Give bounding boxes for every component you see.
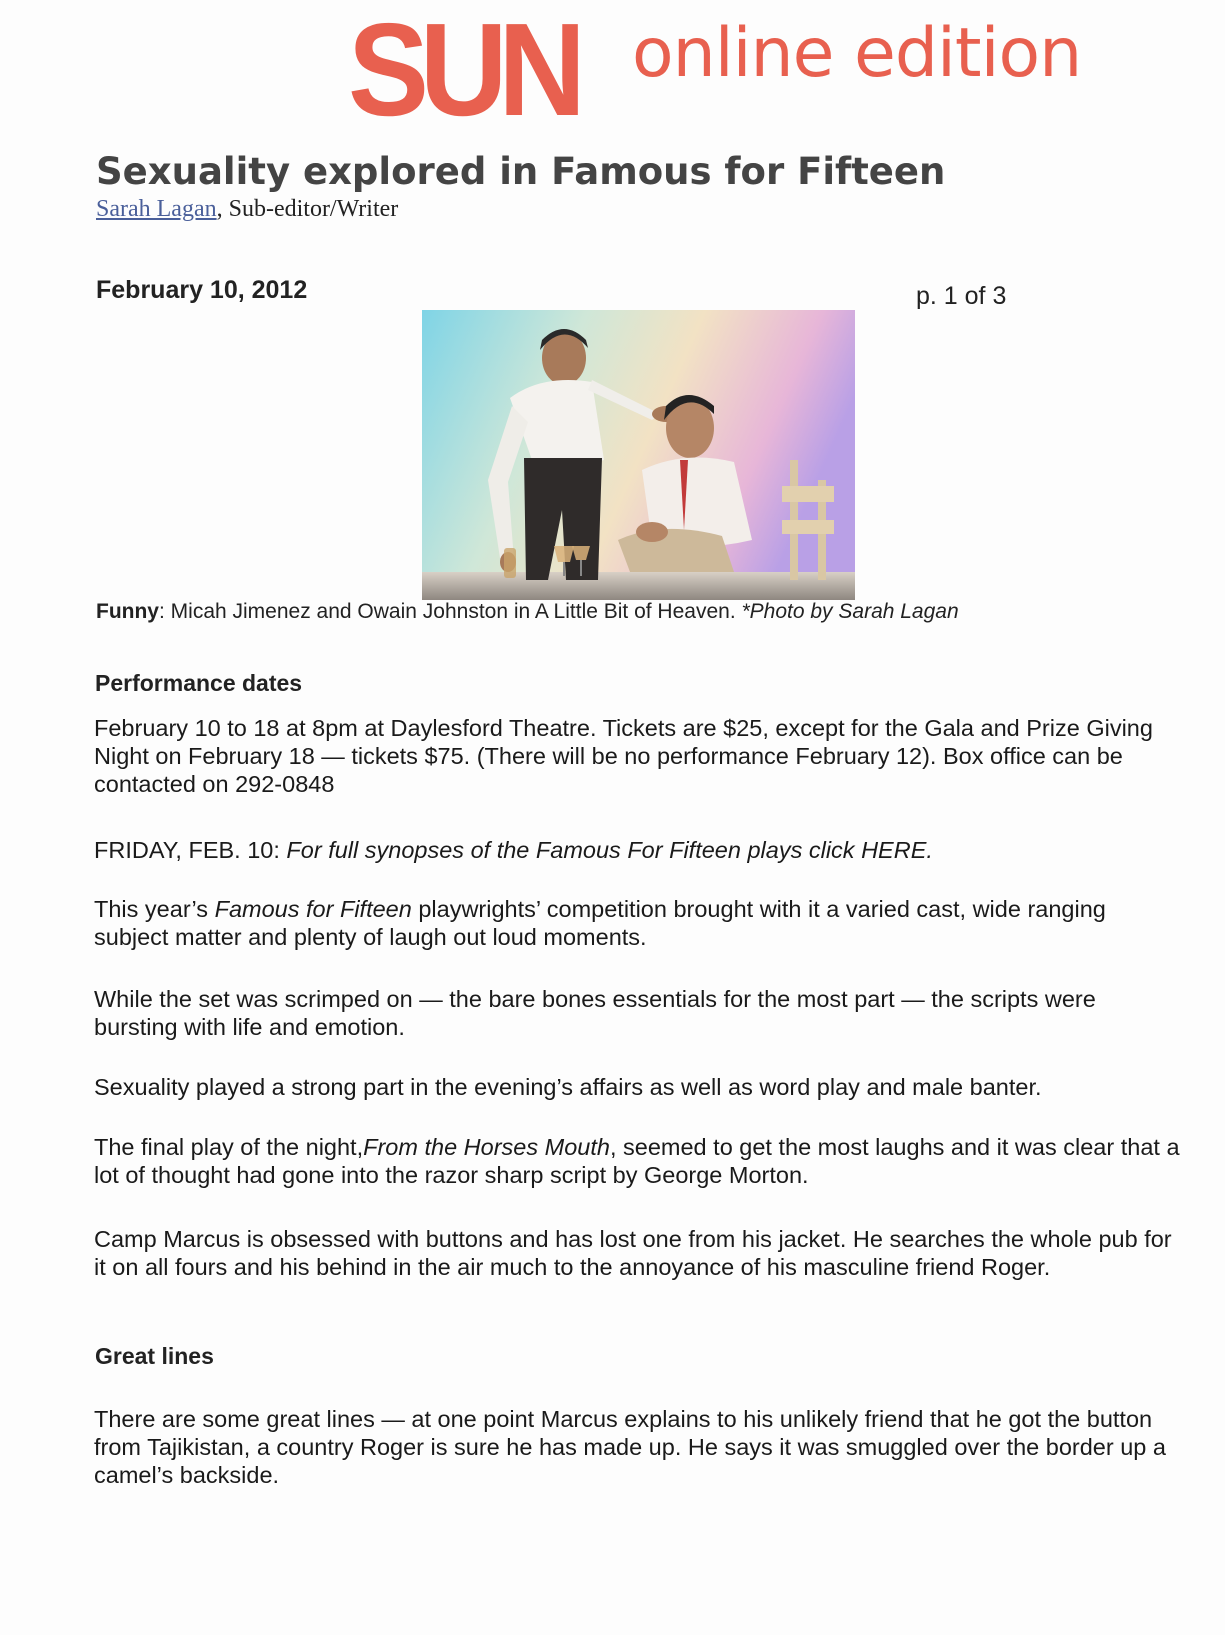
intro-text-start: This year’s bbox=[94, 896, 215, 922]
article-headline: Sexuality explored in Famous for Fifteen bbox=[96, 150, 946, 193]
paragraph-performance: February 10 to 18 at 8pm at Daylesford Theatre. Tickets are $25, except for the Gala and Prize Giving Night on February 18 — tickets $75. (There will be no performance February 12). Box office can be contacted on 292-0848 bbox=[94, 715, 1153, 797]
final-play-text-start: The final play of the night, bbox=[94, 1134, 364, 1160]
author-role: , Sub-editor/Writer bbox=[216, 196, 399, 222]
performance-dates-heading: Performance dates bbox=[95, 670, 303, 696]
great-lines-heading: Great lines bbox=[95, 1343, 214, 1369]
paragraph-synopses bbox=[94, 836, 1184, 864]
byline bbox=[96, 196, 398, 223]
intro-title: Famous for Fifteen bbox=[214, 896, 412, 922]
final-play-text-end: , seemed to get the most laughs and it was clear that a lot of thought had gone into the razor sharp script by George Morton. bbox=[94, 1134, 1180, 1188]
intro-text-end: playwrights’ competition brought with it a varied cast, wide ranging subject matter and plenty of laugh out loud moments. bbox=[94, 896, 1106, 950]
paragraph-final-play bbox=[94, 1133, 1184, 1189]
caption-credit: *Photo by Sarah Lagan bbox=[741, 600, 959, 623]
paragraph-set: While the set was scrimped on — the bare bones essentials for the most part — the scripts were bursting with life and emotion. bbox=[94, 986, 1096, 1040]
page-number: p. 1 of 3 bbox=[916, 282, 1007, 310]
paragraph-marcus: Camp Marcus is obsessed with buttons and has lost one from his jacket. He searches the whole pub for it on all fours and his behind in the air much to the annoyance of his masculine friend Roger. bbox=[94, 1226, 1172, 1280]
author-link[interactable]: Sarah Lagan bbox=[96, 196, 217, 222]
article-photo bbox=[422, 310, 855, 600]
paragraph-great-lines: There are some great lines — at one point Marcus explains to his unlikely friend that he got the button from Tajikistan, a country Roger is sure he has made up. He says it was smuggled over the border up a camel’s backside. bbox=[94, 1406, 1166, 1488]
photo-caption bbox=[96, 600, 959, 624]
paragraph-sexuality: Sexuality played a strong part in the evening’s affairs as well as word play and male banter. bbox=[94, 1074, 1042, 1100]
caption-lead: Funny bbox=[96, 600, 159, 623]
final-play-title: From the Horses Mouth bbox=[363, 1134, 610, 1160]
masthead-logo: SUN bbox=[348, 0, 577, 143]
caption-text: : Micah Jimenez and Owain Johnston in A Little Bit of Heaven. bbox=[159, 600, 742, 623]
article-date: February 10, 2012 bbox=[96, 276, 308, 304]
synopses-prefix: FRIDAY, FEB. 10: bbox=[94, 837, 287, 863]
synopses-link[interactable]: For full synopses of the Famous For Fifteen plays click HERE. bbox=[286, 837, 933, 863]
masthead-edition: online edition bbox=[632, 14, 1082, 93]
paragraph-intro bbox=[94, 895, 1184, 951]
